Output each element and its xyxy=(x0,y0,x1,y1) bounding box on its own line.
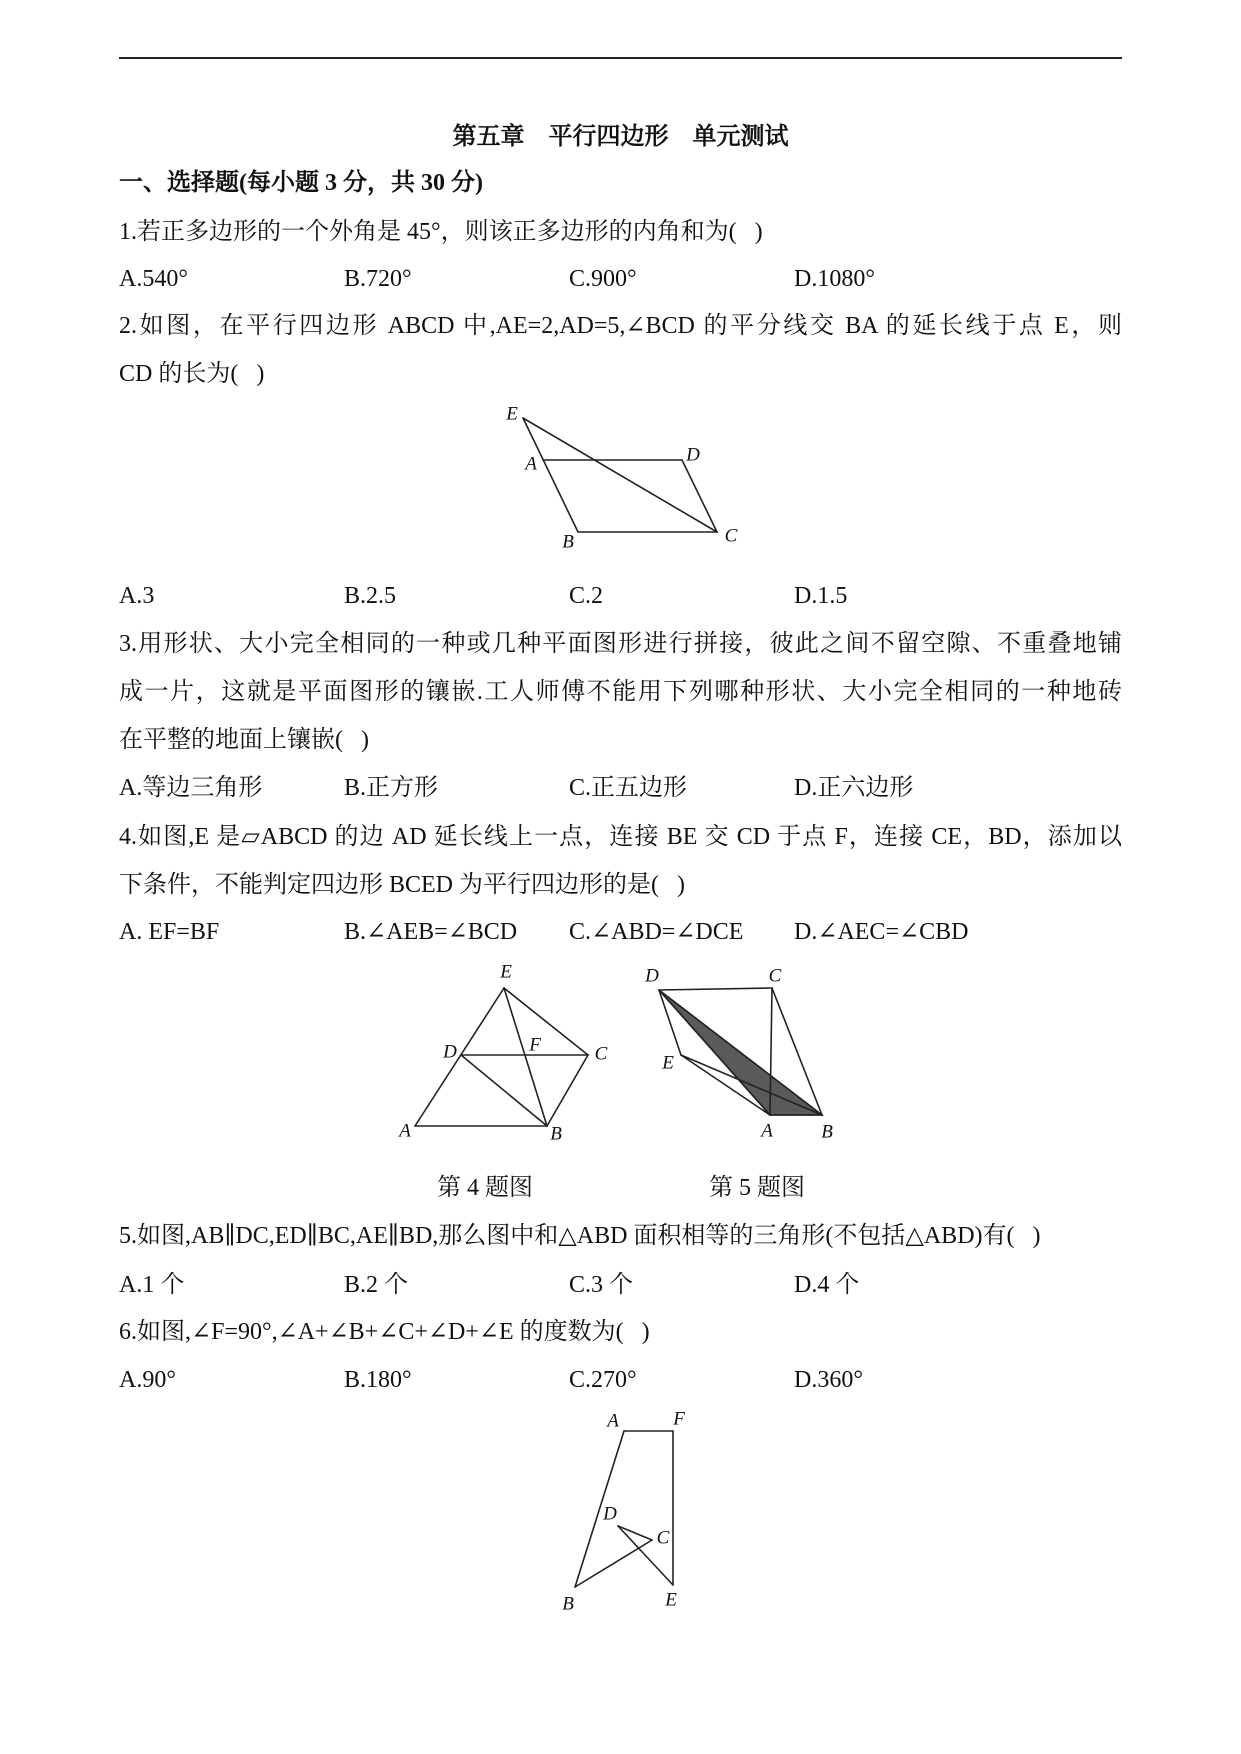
fig4-segment-ce xyxy=(504,988,588,1055)
question-5-figure xyxy=(640,955,850,1150)
question-5-option-c: C.3 个 xyxy=(569,1272,634,1298)
fig6-segment-cd xyxy=(618,1526,652,1540)
fig6-label-a: A xyxy=(607,1410,619,1432)
question-3-option-c: C.正五边形 xyxy=(569,775,688,801)
question-3-line-3: 在平整的地面上镶嵌( ) xyxy=(119,727,369,753)
fig2-segment-ec xyxy=(523,418,717,532)
question-1-option-c: C.900° xyxy=(569,266,637,292)
question-5-option-d: D.4 个 xyxy=(794,1272,860,1298)
fig2-segment-eb xyxy=(523,418,578,532)
fig2-label-e: E xyxy=(506,403,518,425)
question-1-line-1: 1.若正多边形的一个外角是 45°，则该正多边形的内角和为( ) xyxy=(119,219,763,245)
question-5-options xyxy=(119,1268,1122,1302)
question-6-option-d: D.360° xyxy=(794,1367,863,1393)
question-4-figure xyxy=(395,955,620,1150)
question-4-option-c: C.∠ABD=∠DCE xyxy=(569,919,744,945)
fig4-segment-eb xyxy=(504,988,547,1126)
question-6-option-b: B.180° xyxy=(344,1367,412,1393)
fig2-label-a: A xyxy=(525,453,537,475)
fig2-label-d: D xyxy=(686,444,700,466)
section-heading: 一、选择题(每小题 3 分，共 30 分) xyxy=(119,170,483,196)
question-4-option-b: B.∠AEB=∠BCD xyxy=(344,919,518,945)
fig6-label-f: F xyxy=(673,1408,685,1430)
question-5-line-1: 5.如图,AB∥DC,ED∥BC,AE∥BD,那么图中和△ABD 面积相等的三角形(不包括△ABD)有( ) xyxy=(119,1223,1041,1249)
header-rule xyxy=(119,57,1122,59)
question-4-options xyxy=(119,915,1122,949)
fig5-label-e: E xyxy=(662,1052,674,1074)
fig6-label-d: D xyxy=(603,1503,617,1525)
fig5-label-d: D xyxy=(645,965,659,987)
fig5-segment-da xyxy=(659,990,770,1115)
question-6-figure xyxy=(555,1405,705,1625)
question-4-option-a: A. EF=BF xyxy=(119,919,220,945)
fig6-label-b: B xyxy=(562,1593,574,1615)
fig6-label-e: E xyxy=(665,1589,677,1611)
question-2-line-1: 2.如图，在平行四边形 ABCD 中,AE=2,AD=5,∠BCD 的平分线交 BA 的延长线于点 E，则 xyxy=(119,313,1122,339)
question-2-option-d: D.1.5 xyxy=(794,583,848,609)
question-2-option-c: C.2 xyxy=(569,583,604,609)
question-2-options xyxy=(119,579,1122,613)
fig4-label-a: A xyxy=(399,1120,411,1142)
question-5-option-b: B.2 个 xyxy=(344,1272,409,1298)
fig2-label-c: C xyxy=(724,525,738,547)
question-6-line-1: 6.如图,∠F=90°,∠A+∠B+∠C+∠D+∠E 的度数为( ) xyxy=(119,1319,650,1345)
question-6-option-a: A.90° xyxy=(119,1367,176,1393)
fig4-segment-db xyxy=(461,1055,547,1126)
question-3-option-b: B.正方形 xyxy=(344,775,439,801)
question-1-options xyxy=(119,262,1122,296)
question-2-option-a: A.3 xyxy=(119,583,155,609)
fig5-segment-dc xyxy=(659,988,772,990)
fig6-label-c: C xyxy=(656,1527,670,1549)
question-3-option-d: D.正六边形 xyxy=(794,775,914,801)
question-3-options xyxy=(119,771,1122,805)
fig4-segment-ea xyxy=(415,988,504,1126)
question-6-option-c: C.270° xyxy=(569,1367,637,1393)
question-1-option-a: A.540° xyxy=(119,266,188,292)
fig4-label-f: F xyxy=(529,1034,541,1056)
question-5-option-a: A.1 个 xyxy=(119,1272,185,1298)
question-4-option-d: D.∠AEC=∠CBD xyxy=(794,919,969,945)
question-3-option-a: A.等边三角形 xyxy=(119,775,263,801)
fig6-segment-bc xyxy=(575,1540,652,1587)
question-2-line-2: CD 的长为( ) xyxy=(119,361,265,387)
fig5-label-b: B xyxy=(821,1121,833,1143)
fig4-label-b: B xyxy=(550,1123,562,1145)
fig4-label-c: C xyxy=(594,1043,608,1065)
question-6-options xyxy=(119,1363,1122,1397)
question-2-figure xyxy=(495,395,745,555)
question-4-line-1: 4.如图,E 是▱ABCD 的边 AD 延长线上一点，连接 BE 交 CD 于点 F，连接 CE，BD，添加以 xyxy=(119,824,1122,850)
fig4-label-d: D xyxy=(443,1041,457,1063)
question-2-option-b: B.2.5 xyxy=(344,583,397,609)
fig4-label-e: E xyxy=(500,961,512,983)
fig5-label-a: A xyxy=(761,1120,773,1142)
question-1-option-d: D.1080° xyxy=(794,266,875,292)
fig4-segment-bc xyxy=(547,1055,588,1126)
question-3-line-2: 成一片，这就是平面图形的镶嵌.工人师傅不能用下列哪种形状、大小完全相同的一种地砖 xyxy=(119,679,1122,705)
question-3-line-1: 3.用形状、大小完全相同的一种或几种平面图形进行拼接，彼此之间不留空隙、不重叠地铺 xyxy=(119,631,1122,657)
fig2-label-b: B xyxy=(562,531,574,553)
question-1-option-b: B.720° xyxy=(344,266,412,292)
figure-5-caption: 第 5 题图 xyxy=(709,1175,805,1201)
page-title: 第五章 平行四边形 单元测试 xyxy=(452,124,789,150)
fig5-label-c: C xyxy=(768,965,782,987)
figure-4-caption: 第 4 题图 xyxy=(437,1175,533,1201)
question-4-line-2: 下条件，不能判定四边形 BCED 为平行四边形的是( ) xyxy=(119,872,685,898)
